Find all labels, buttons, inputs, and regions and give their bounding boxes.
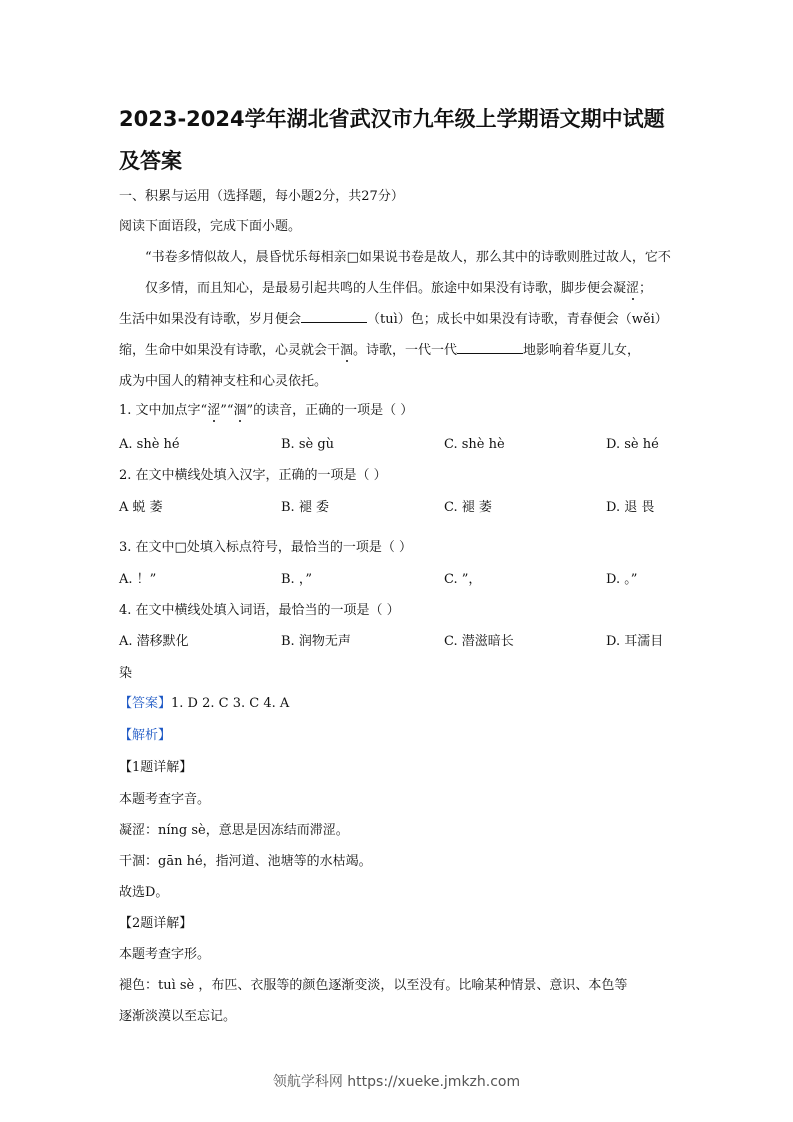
answer-line <box>119 694 289 714</box>
question-2-option-a: A 蜕 萎 <box>119 500 163 515</box>
question-2-option-d: D. 退 畏 <box>606 500 655 515</box>
question-1-stem: 1. 文中加点字“涩”“涸”的读音，正确的一项是（ ） <box>119 403 414 418</box>
answer-text: 1. D 2. C 3. C 4. A <box>171 696 290 711</box>
reading-passage <box>119 242 675 397</box>
question-1-option-a: A. shè hé <box>119 437 180 452</box>
passage-paragraph: “书卷多情似故人，晨昏忧乐每相亲□如果说书卷是故人，那么其中的诗歌则胜过故人，它不仅多情，而且知心，是最易引起共鸣的人生伴侣。旅途中如果没有诗歌，脚步便会凝涩； <box>145 250 671 296</box>
question-4-option-b: B. 润物无声 <box>281 634 351 649</box>
question-2-option-c: C. 褪 萎 <box>444 500 492 515</box>
detail-1-line: 故选D。 <box>119 885 169 900</box>
passage-line: 缩，生命中如果没有诗歌，心灵就会干涸。诗歌，一代一代 地影响着华夏儿女， <box>119 343 641 358</box>
question-4-option-a: A. 潜移默化 <box>119 634 189 649</box>
question-1-option-c: C. shè hè <box>444 437 505 452</box>
fill-blank <box>457 341 523 354</box>
question-1-option-d: D. sè hé <box>606 437 659 452</box>
reading-instruction: 阅读下面语段，完成下面小题。 <box>119 219 302 234</box>
detail-2-heading: 【2题详解】 <box>119 916 193 931</box>
question-3-option-c: C. ”， <box>444 572 482 587</box>
passage-line: 成为中国人的精神支柱和心灵依托。 <box>119 374 328 389</box>
emphasis-dot-char: 涸 <box>340 343 354 358</box>
question-1-option-b: B. sè gù <box>281 437 335 452</box>
emphasis-dot-char: 涩 <box>626 281 640 296</box>
detail-2-line: 逐渐淡漠以至忘记。 <box>119 1009 237 1024</box>
detail-2-line: 褪色：tuì sè ，布匹、衣服等的颜色逐渐变淡，以至没有。比喻某种情景、意识、本色等 <box>119 978 628 993</box>
detail-1-line: 凝涩：níng sè，意思是因冻结而滞涩。 <box>119 823 349 838</box>
question-4-option-d-wrap: 染 <box>119 666 133 681</box>
question-4-option-d: D. 耳濡目 <box>606 634 664 649</box>
fill-blank <box>301 310 367 323</box>
document-title: 2023-2024学年湖北省武汉市九年级上学期语文期中试题及答案 <box>119 107 665 173</box>
answer-label: 【答案】 <box>119 696 172 711</box>
question-4-option-c: C. 潜滋暗长 <box>444 634 514 649</box>
question-3-option-b: B. ，” <box>281 572 312 587</box>
question-3-option-a: A. ！” <box>119 572 157 587</box>
question-2-stem: 2. 在文中横线处填入汉字，正确的一项是（ ） <box>119 468 387 483</box>
detail-2-line: 本题考查字形。 <box>119 947 211 962</box>
question-3-option-d: D. 。” <box>606 572 638 587</box>
analysis-label: 【解析】 <box>119 728 172 743</box>
detail-1-heading: 【1题详解】 <box>119 760 193 775</box>
detail-1-line: 干涸：gān hé，指河道、池塘等的水枯竭。 <box>119 854 372 869</box>
section-heading: 一、积累与运用（选择题，每小题2分，共27分） <box>119 189 404 204</box>
detail-1-line: 本题考查字音。 <box>119 792 211 807</box>
page-footer-watermark: 领航学科网 https://xueke.jmkzh.com <box>272 1074 521 1090</box>
passage-line: 生活中如果没有诗歌，岁月便会 （tuì）色；成长中如果没有诗歌，青春便会（wěi） <box>119 312 668 327</box>
question-4-stem: 4. 在文中横线处填入词语，最恰当的一项是（ ） <box>119 603 400 618</box>
question-3-stem: 3. 在文中□处填入标点符号，最恰当的一项是（ ） <box>119 540 412 555</box>
question-2-option-b: B. 褪 委 <box>281 500 329 515</box>
